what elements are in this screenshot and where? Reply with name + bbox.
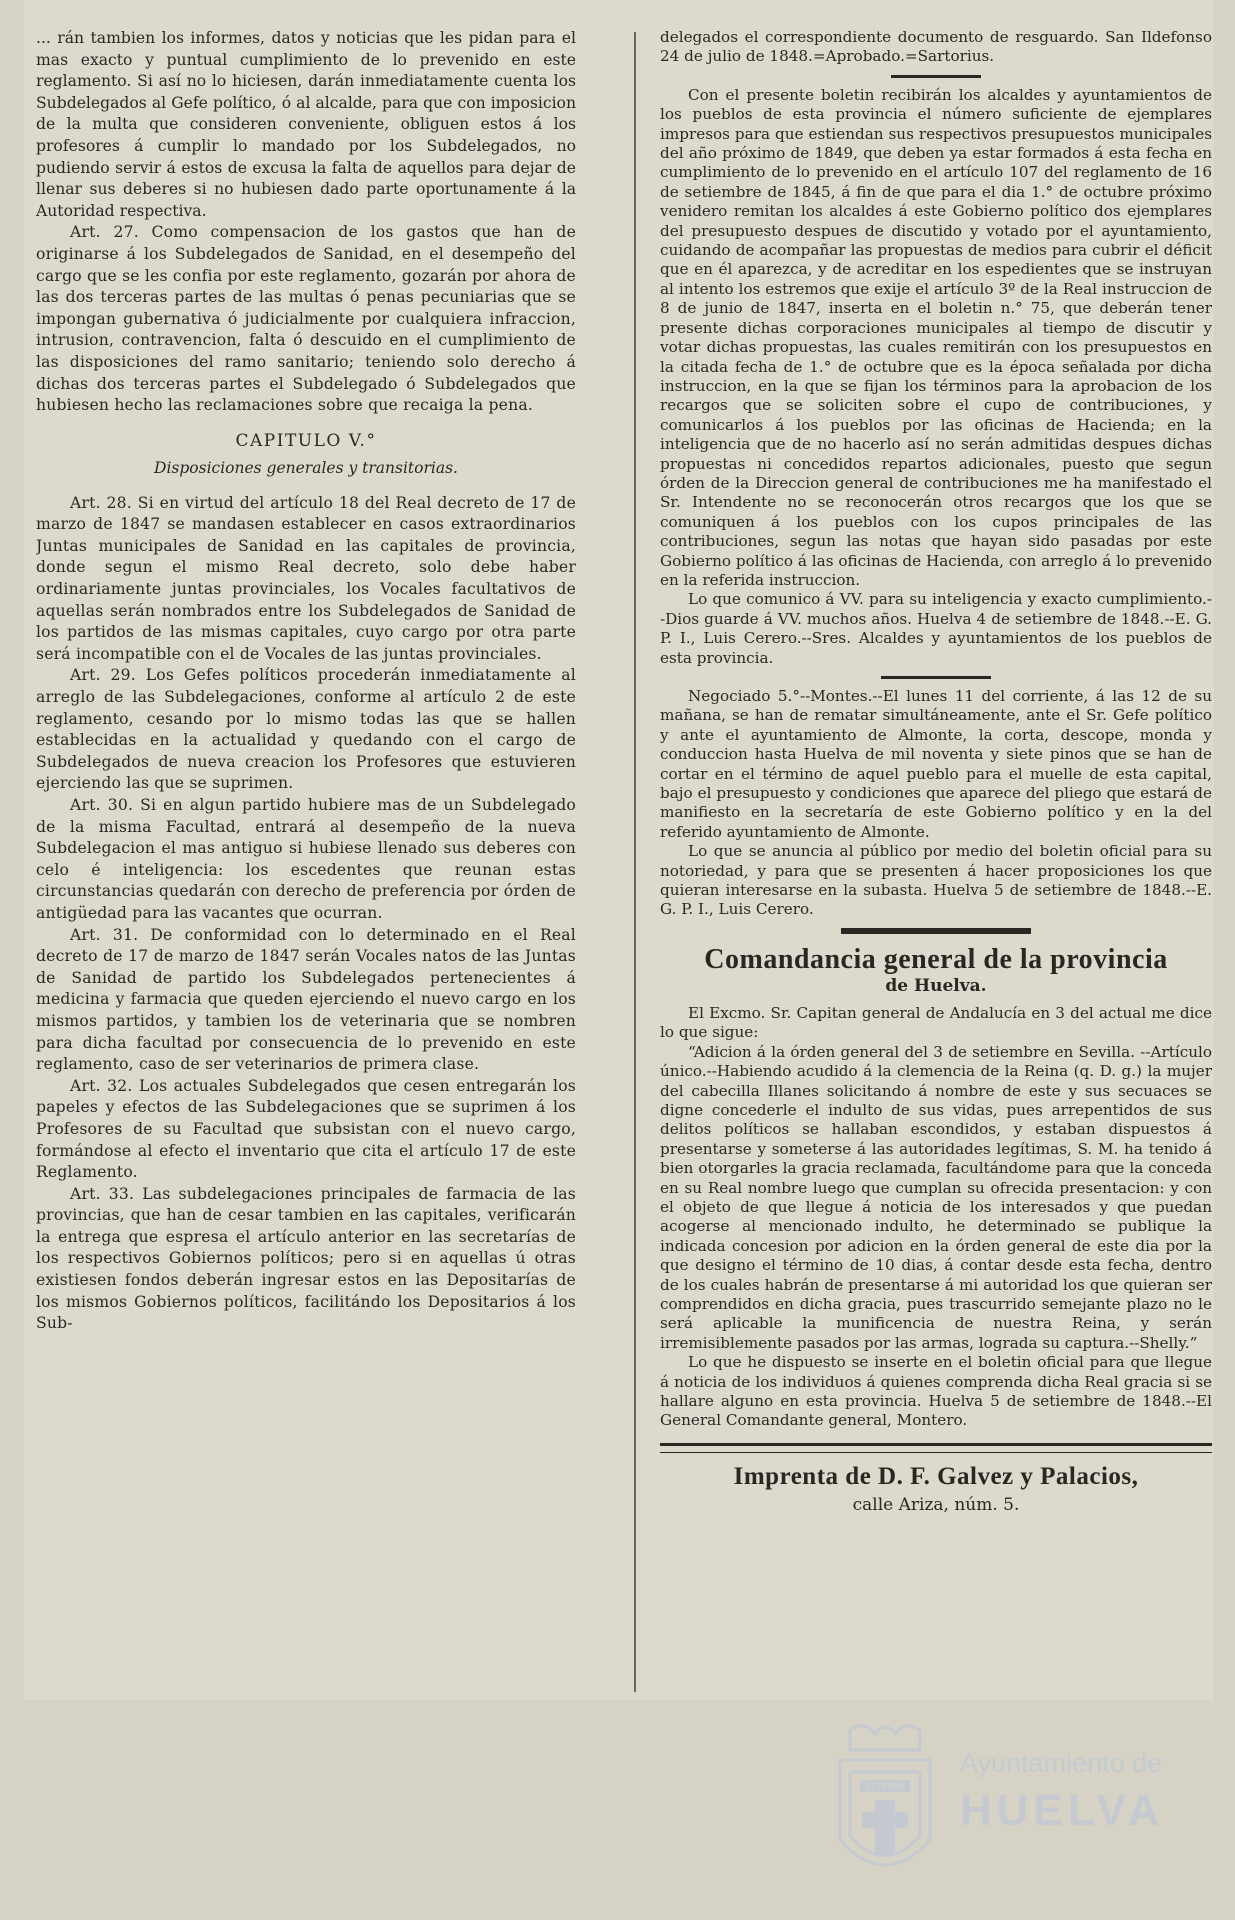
chapter-title: CAPITULO V.°: [235, 430, 377, 451]
footer-rule: [660, 1443, 1212, 1453]
captain-general-intro: El Excmo. Sr. Capitan general de Andalucía en 3 del actual me dice lo que sigue:: [660, 1003, 1212, 1042]
watermark-line-2: HUELVA: [960, 1786, 1165, 1835]
printer-imprint: Imprenta de D. F. Galvez y Palacios,: [733, 1462, 1139, 1490]
shield-text: ET TERRA: [865, 1782, 905, 1791]
forest-notice: Negociado 5.°--Montes.--El lunes 11 del corriente, á las 12 de su mañana, se han de rematar simultáneamente, ante el Sr. Gefe político y ante el ayuntamiento de Almonte, la corta, descope, monda y conduccion hasta Huelva de mil noventa y siete pinos que se han de cortar en el término de aquel pueblo para el muelle de esta capital, bajo el presupuesto y condiciones que aparece del pliego que estará de manifiesto en la secretaría de este Gobierno político y en la del referido ayuntamiento de Almonte.: [660, 687, 1212, 841]
article-28: Art. 28. Si en virtud del artículo 18 del Real decreto de 17 de marzo de 1847 se mandasen establecer en casos extraordinarios Juntas municipales de Sanidad en las capitales de provincia, donde segun el mismo Real decreto, solo debe haber ordinariamente juntas provinciales, los Vocales facultativos de aquellas serán nombrados entre los Subdelegados de Sanidad de los partidos de las mismas capitales, cuyo cargo por otra parte será incompatible con el de Vocales de las juntas provinciales.: [36, 493, 576, 663]
article-31: Art. 31. De conformidad con lo determinado en el Real decreto de 17 de marzo de 1847 serán Vocales natos de las Juntas de Sanidad de partido los Subdelegados pertenecientes á medicina y farmacia que queden ejerciendo el nuevo cargo en los mismos partidos, y tambien los de veterinaria que se nombren para dicha facultad por consecuencia de lo prevenido en este reglamento, caso de ser veterinarios de primera clase.: [36, 925, 576, 1074]
coat-of-arms-icon: [820, 1720, 950, 1900]
article-32: Art. 32. Los actuales Subdelegados que cesen entregarán los papeles y efectos de las Subdelegaciones que se suprimen á los Profesores de su Facultad que subsistan con el nuevo cargo, formándose al efecto el inventario que cita el artículo 17 de este Reglamento.: [36, 1076, 576, 1182]
separator: [891, 75, 981, 78]
column-divider: [634, 32, 636, 1692]
right-column: [660, 28, 1212, 1515]
printer-address: calle Ariza, núm. 5.: [852, 1494, 1020, 1515]
article-27: Art. 27. Como compensacion de los gastos que han de originarse á los Subdelegados de Sanidad, en el desempeño del cargo que se les confia por este reglamento, gozarán por ahora de las dos terceras partes de las multas ó penas pecuniarias que se impongan gubernativa ó judicialmente por cualquiera infraccion, intrusion, contravencion, falta ó descuido en el cumplimiento de las disposiciones del ramo sanitario; teniendo solo derecho á dichas dos terceras partes el Subdelegado ó Subdelegados que hubiesen hecho las reclamaciones sobre que recaiga la pena.: [36, 223, 576, 415]
section-subtitle: de Huelva.: [885, 975, 987, 996]
article-29: Art. 29. Los Gefes políticos procederán inmediatamente al arreglo de las Subdelegaciones, conforme al artículo 2 de este reglamento, cesando por lo mismo todas las que se hallen establecidas en la actualidad y quedando con el cargo de Subdelegados de nueva creacion los Profesores que estuvieren ejerciendo las que se suprimen.: [36, 666, 576, 793]
budget-notice: Con el presente boletin recibirán los alcaldes y ayuntamientos de los pueblos de esta provincia el número suficiente de ejemplares impresos para que estiendan sus respectivos presupuestos municipales del año próximo de 1849, que deben ya estar formados á esta fecha en cumplimiento de lo prevenido en el artículo 107 del reglamento de 16 de setiembre de 1845, á fin de que para el dia 1.° de octubre próximo venidero remitan los alcaldes á este Gobierno político dos ejemplares del presupuesto despues de discutido y votado por el ayuntamiento, cuidando de acompañar las propuestas de medios para cubrir el déficit que en él aparezca, y de acreditar en los espedientes que se instruyan al intento los estremos que exije el artículo 3º de la Real instruccion de 8 de junio de 1847, inserta en el boletin n.° 75, que deberán tener presente dichas corporaciones municipales al tiempo de discutir y votar dichas propuestas, las cuales remitirán con los presupuestos en la citada fecha de 1.° de octubre que es la época señalada por dicha instruccion, en la que se fijan los términos para la aprobacion de los recargos que se soliciten sobre el cupo de contribuciones, y comunicarlos á los pueblos por las oficinas de Hacienda; en la inteligencia que de no hacerlo así no serán admitidas despues dichas propuestas ni concedidos repartos adicionales, puesto que segun órden de la Direccion general de contribuciones me ha manifestado el Sr. Intendente no se reconocerán otros recargos que los que se comuniquen á los pueblos con los cupos principales de las contribuciones, segun las notas que hayan sido pasadas por este Gobierno político á las oficinas de Hacienda, con arreglo á lo prevenido en la referida instruccion.: [660, 85, 1212, 589]
separator: [881, 676, 991, 679]
watermark-line-1: Ayuntamiento de: [960, 1748, 1163, 1778]
section-title: Comandancia general de la provincia: [704, 943, 1168, 975]
watermark: [820, 1720, 1200, 1900]
captain-general-close: Lo que he dispuesto se inserte en el boletin oficial para que llegue á noticia de los individuos á quienes comprenda dicha Real gracia si se hallare alguno en esta provincia. Huelva 5 de setiembre de 1848.--El General Comandante general, Montero.: [660, 1353, 1212, 1430]
newspaper-page: [24, 0, 1214, 1700]
continuation-paragraph: delegados el correspondiente documento de resguardo. San Ildefonso 24 de julio de 1848.=Aprobado.=Sartorius.: [660, 28, 1212, 66]
intro-paragraph: ... rán tambien los informes, datos y noticias que les pidan para el mas exacto y puntual cumplimiento de lo prevenido en este reglamento. Si así no lo hiciesen, darán inmediatamente cuenta los Subdelegados al Gefe político, ó al alcalde, para que con imposicion de la multa que consideren conveniente, obliguen estos á los profesores á cumplir lo mandado por los Subdelegados, no pudiendo servir á estos de excusa la falta de aquellos para dejar de llenar sus deberes si no hubiesen dado parte oportunamente á la Autoridad respectiva.: [36, 29, 576, 220]
article-30: Art. 30. Si en algun partido hubiere mas de un Subdelegado de la misma Facultad, entrará al desempeño de la nueva Subdelegacion el mas antiguo si hubiese llenado sus deberes con celo é inteligencia: los escedentes que reunan estas circunstancias quedarán con derecho de preferencia por órden de antigüedad para las vacantes que ocurran.: [36, 796, 576, 922]
article-33: Art. 33. Las subdelegaciones principales de farmacia de las provincias, que han de cesar tambien en las capitales, verificarán la entrega que espresa el artículo anterior en las secretarías de los respectivos Gobiernos políticos; pero si en aquellas ú otras existiesen fondos deberán ingresar estos en las Depositarías de los mismos Gobiernos políticos, facilitándo los Depositarios á los Sub-: [36, 1184, 576, 1333]
double-separator: [841, 928, 1031, 934]
captain-general-order: “Adicion á la órden general del 3 de setiembre en Sevilla. --Artículo único.--Habiendo acudido á la clemencia de la Reina (q. D. g.) la mujer del cabecilla Illanes solicitando á nombre de este y sus secuaces se digne concederle el indulto de sus vidas, pues arrepentidos de sus delitos políticos se hallaban escondidos, y estaban dispuestos á presentarse y someterse á las autoridades legítimas, S. M. ha tenido á bien otorgarles la gracia reclamada, facultándome para que la conceda en su Real nombre luego que cumplan su ofrecida presentacion: y con el objeto de que llegue á noticia de los interesados y que puedan acogerse al mencionado indulto, he determinado se publique la indicada concesion por adicion en la órden general de este dia por la que designo el término de 10 dias, á contar desde esta fecha, dentro de los cuales habrán de presentarse á mi autoridad los que quieran ser comprendidos en dicha gracia, pues trascurrido semejante plazo no le será aplicable la munificencia de nuestra Reina, y serán irremisiblemente pasados por las armas, lograda su captura.--Shelly.”: [660, 1042, 1212, 1352]
left-column: [36, 28, 576, 1335]
budget-notice-close: Lo que comunico á VV. para su inteligencia y exacto cumplimiento.--Dios guarde á VV. muchos años. Huelva 4 de setiembre de 1848.--E. G. P. I., Luis Cerero.--Sres. Alcaldes y ayuntamientos de los pueblos de esta provincia.: [660, 590, 1212, 667]
chapter-subtitle: Disposiciones generales y transitorias.: [154, 458, 458, 477]
forest-notice-close: Lo que se anuncia al público por medio del boletin oficial para su notoriedad, y para que se presenten á hacer proposiciones los que quieran interesarse en la subasta. Huelva 5 de setiembre de 1848.--E. G. P. I., Luis Cerero.: [660, 842, 1212, 919]
